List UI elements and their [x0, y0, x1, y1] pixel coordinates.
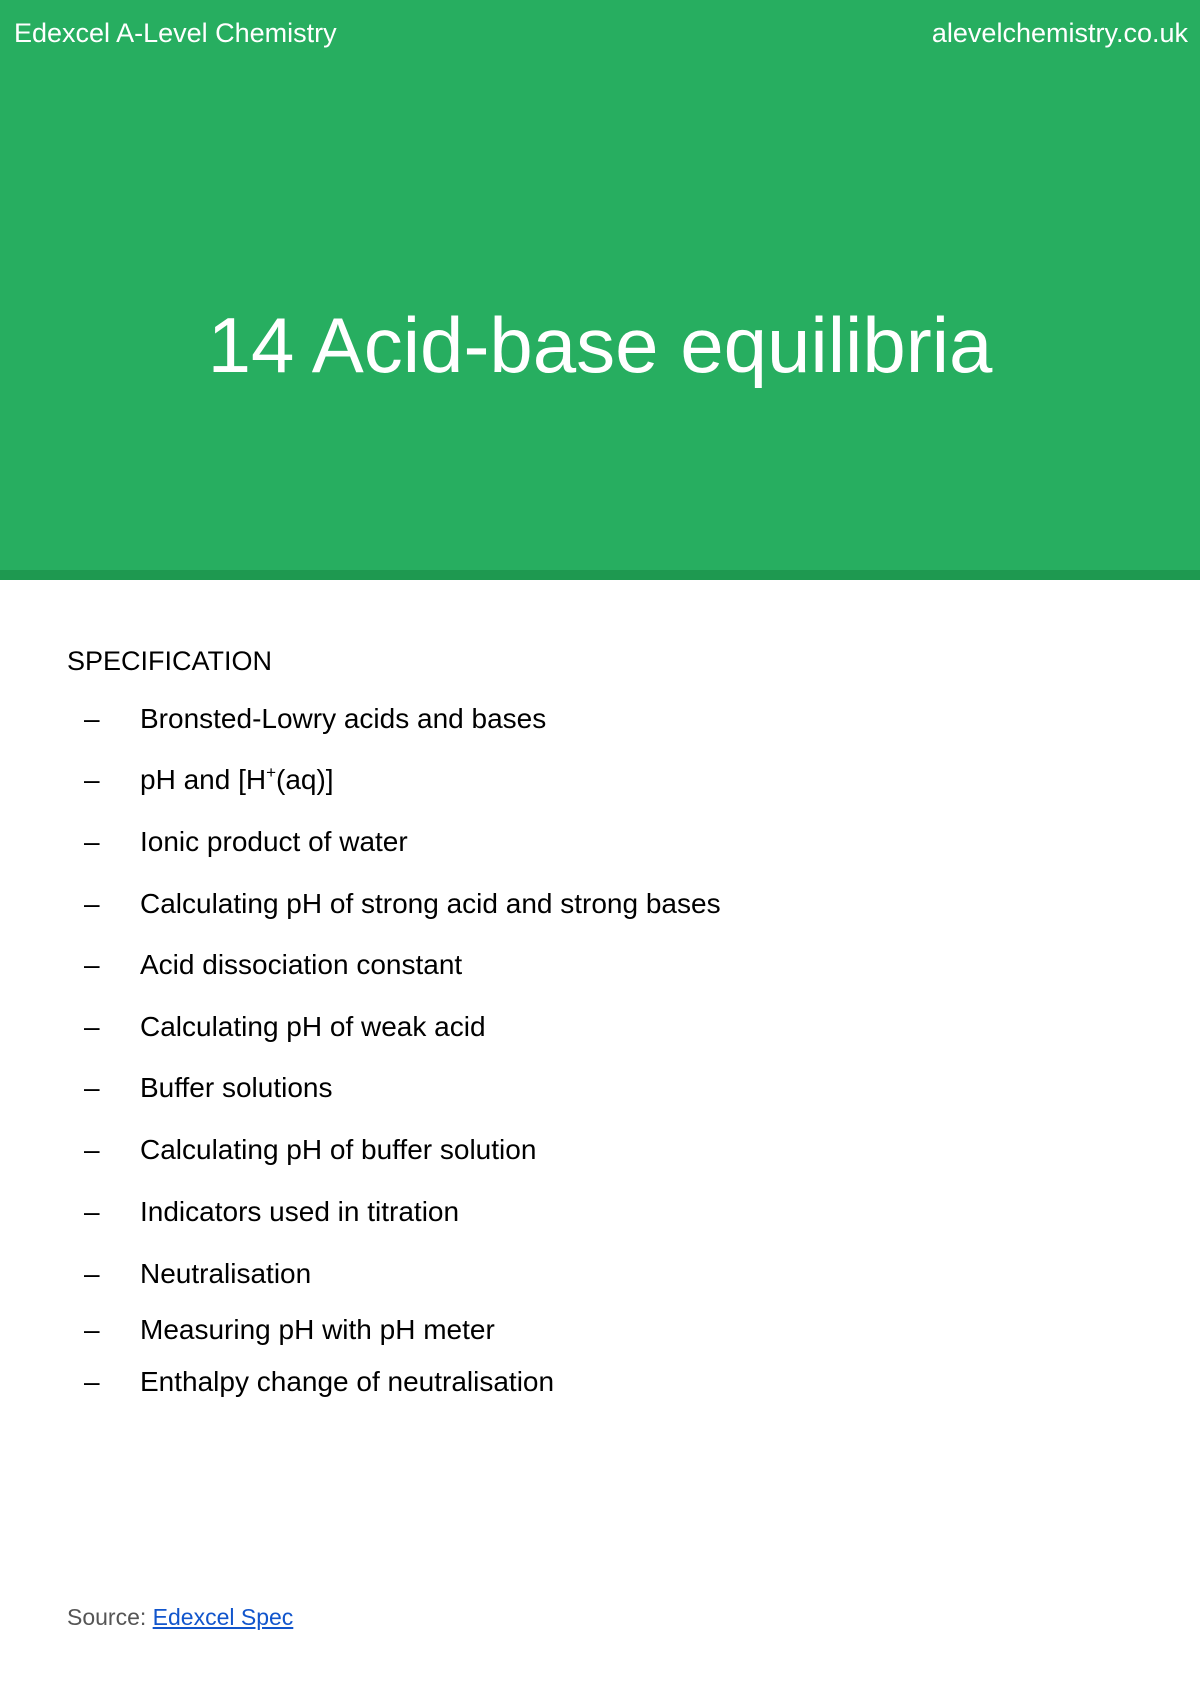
spec-item-text: Measuring pH with pH meter [140, 1314, 495, 1345]
dash-bullet: – [84, 949, 100, 980]
spec-item-text: Indicators used in titration [140, 1196, 460, 1227]
edexcel-spec-link[interactable]: Edexcel Spec [152, 1604, 294, 1630]
spec-item-text: Buffer solutions [140, 1072, 333, 1103]
spec-item [0, 888, 1100, 928]
spec-item [0, 1072, 1100, 1112]
spec-item-text-part: pH and [H [140, 764, 267, 795]
spec-item-text: Calculating pH of strong acid and strong bases [140, 888, 721, 919]
spec-item [0, 1366, 1100, 1406]
course-name: Edexcel A-Level Chemistry [14, 18, 337, 48]
source-note [67, 1604, 293, 1631]
dash-bullet: – [84, 1314, 100, 1345]
spec-item [0, 1258, 1100, 1298]
dash-bullet: – [84, 703, 100, 734]
dash-bullet: – [84, 1258, 100, 1289]
spec-item-text: Ionic product of water [140, 826, 408, 857]
spec-item [0, 764, 1100, 804]
superscript-plus: + [266, 763, 277, 782]
source-label: Source: [67, 1604, 153, 1630]
dash-bullet: – [84, 888, 100, 919]
spec-item-text: Bronsted-Lowry acids and bases [140, 703, 547, 734]
spec-item [0, 1314, 1100, 1354]
spec-item [0, 1134, 1100, 1174]
spec-item-text: Calculating pH of weak acid [140, 1011, 486, 1042]
dash-bullet: – [84, 764, 100, 795]
spec-item-text: Enthalpy change of neutralisation [140, 1366, 555, 1397]
spec-item [0, 949, 1100, 989]
spec-item-text: Neutralisation [140, 1258, 312, 1289]
spec-item-text: Calculating pH of buffer solution [140, 1134, 537, 1165]
page-title: 14 Acid-base equilibria [207, 301, 993, 389]
spec-item [0, 1196, 1100, 1236]
spec-item-text-part: (aq)] [276, 764, 334, 795]
specification-heading: SPECIFICATION [67, 646, 273, 676]
spec-item [0, 826, 1100, 866]
spec-item [0, 1011, 1100, 1051]
dash-bullet: – [84, 1011, 100, 1042]
website-name: alevelchemistry.co.uk [931, 18, 1188, 48]
dash-bullet: – [84, 1366, 100, 1397]
dash-bullet: – [84, 1072, 100, 1103]
spec-item-text: Acid dissociation constant [140, 949, 463, 980]
spec-item [0, 703, 1100, 743]
dash-bullet: – [84, 826, 100, 857]
dash-bullet: – [84, 1196, 100, 1227]
dash-bullet: – [84, 1134, 100, 1165]
banner-divider [0, 570, 1200, 580]
spec-item-text [140, 764, 334, 796]
title-banner [0, 0, 1200, 570]
